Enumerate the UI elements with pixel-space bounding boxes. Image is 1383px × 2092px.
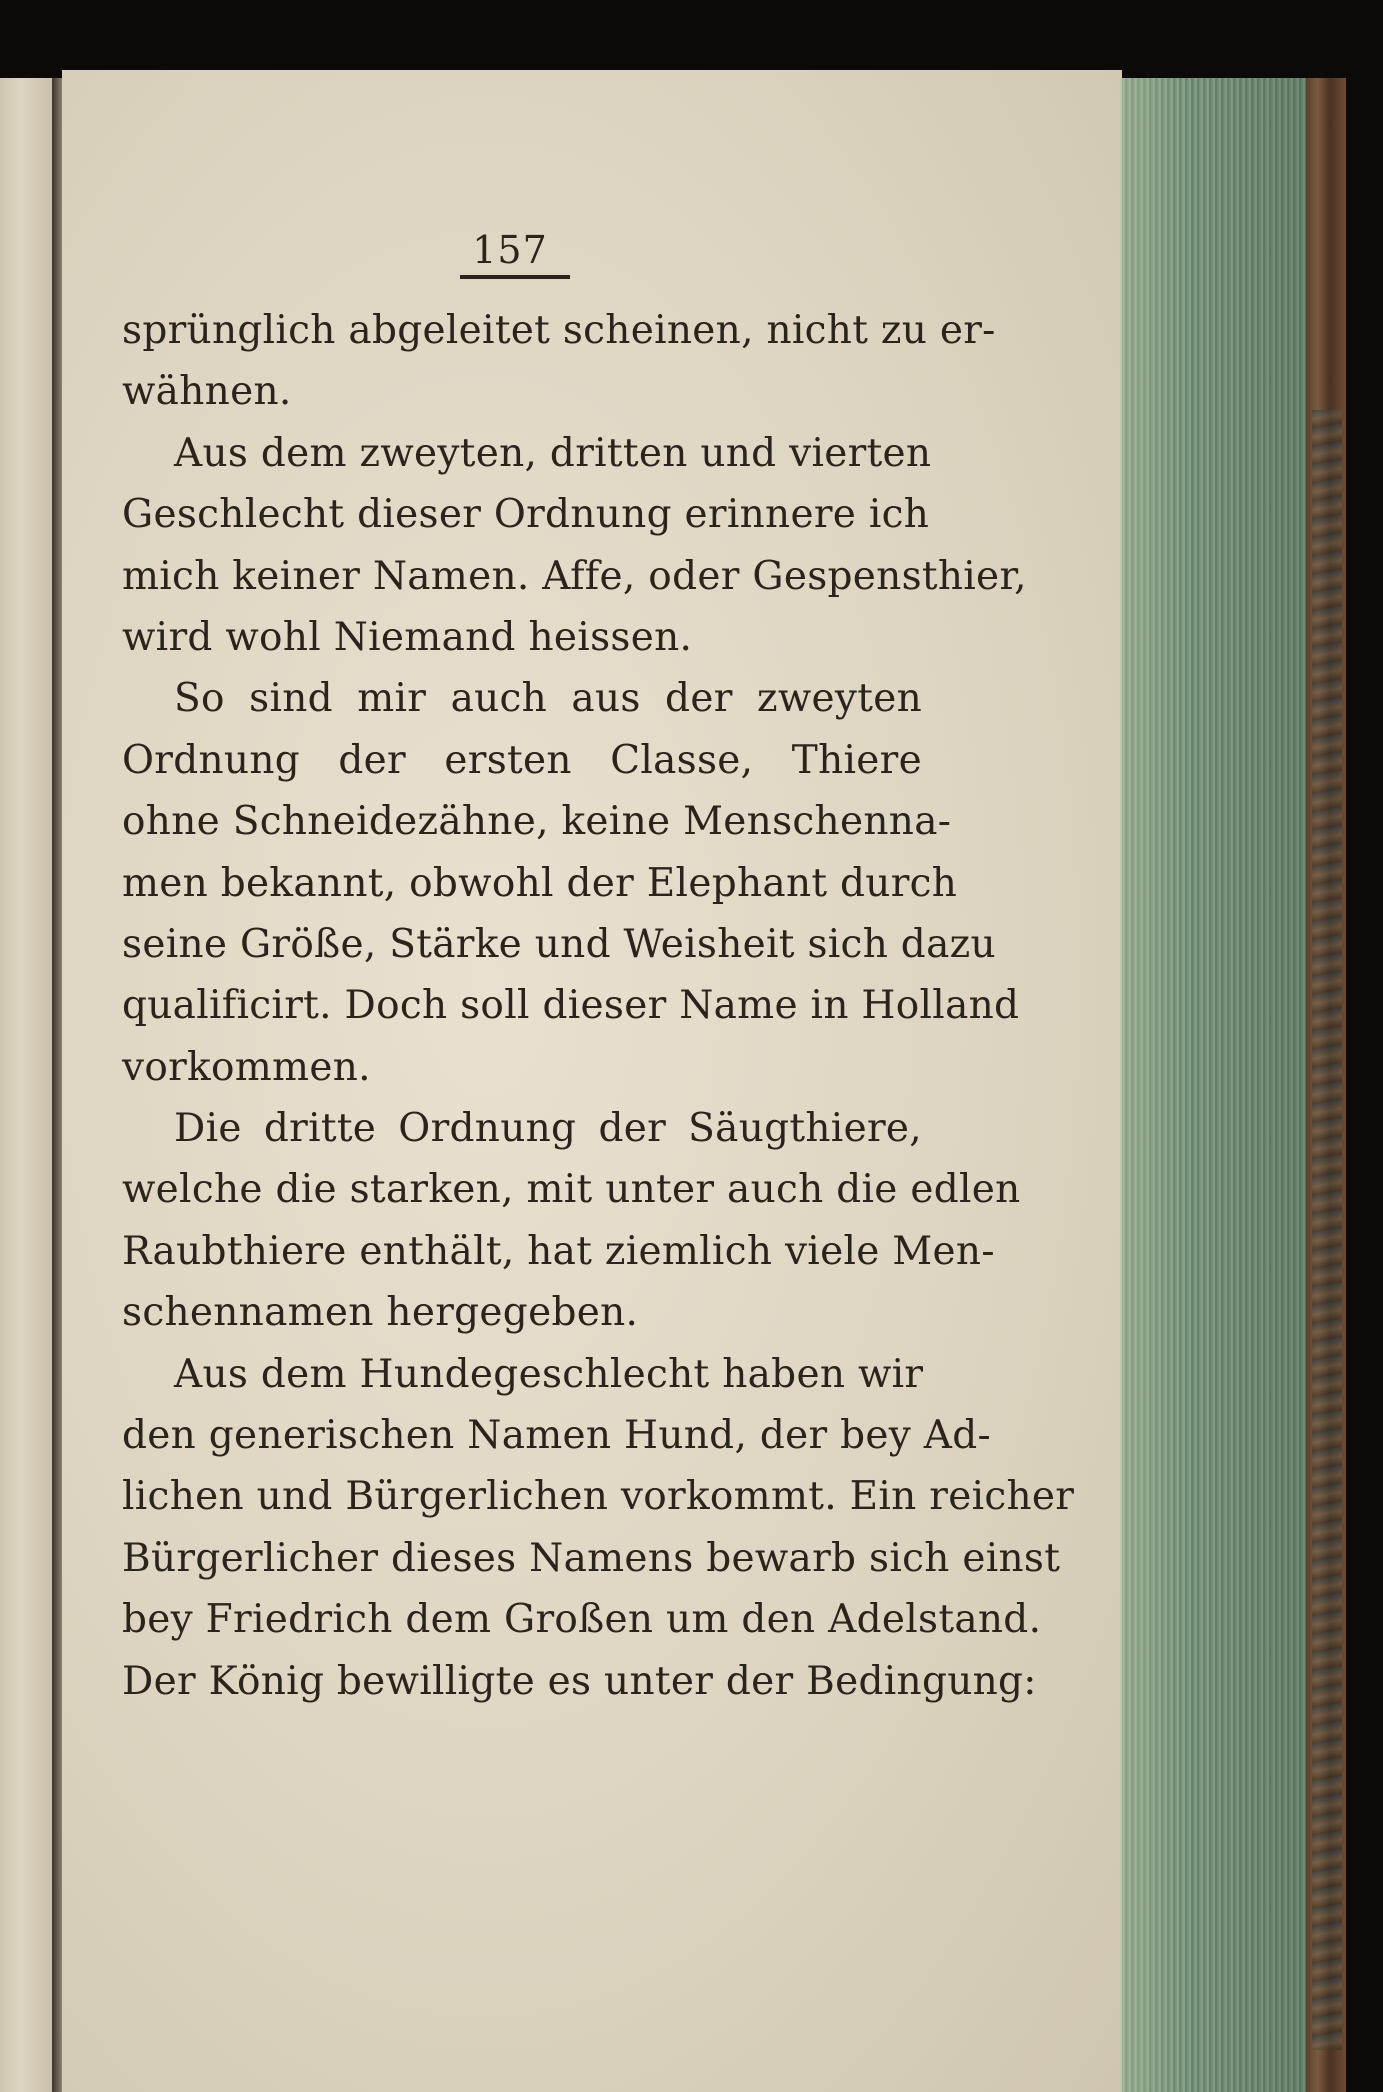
text-line: Geschlecht dieser Ordnung erinnere ich xyxy=(122,492,930,538)
text-line: Aus dem zweyten, dritten und vierten xyxy=(174,430,932,476)
page-number: 157 xyxy=(472,228,548,272)
text-line: welche die starken, mit unter auch die edlen xyxy=(122,1167,1021,1213)
text-line: Bürgerlicher dieses Namens bewarb sich einst xyxy=(122,1535,1061,1581)
text-line: vorkommen. xyxy=(122,1044,371,1090)
text-line: So sind mir auch aus der zweyten xyxy=(174,676,922,722)
text-line: seine Größe, Stärke und Weisheit sich dazu xyxy=(122,921,996,967)
text-line: den generischen Namen Hund, der bey Ad- xyxy=(122,1413,992,1459)
text-line: Raubthiere enthält, hat ziemlich viele Men- xyxy=(122,1228,995,1274)
text-line: men bekannt, obwohl der Elephant durch xyxy=(122,860,958,906)
text-line: schennamen hergegeben. xyxy=(122,1290,639,1336)
text-line: Aus dem Hundegeschlecht haben wir xyxy=(174,1351,924,1397)
page-number-rule xyxy=(460,275,570,279)
page-block-shade xyxy=(1120,78,1310,2092)
text-line: Der König bewilligte es unter der Bedingung: xyxy=(122,1658,1037,1704)
text-line: sprünglich abgeleitet scheinen, nicht zu er- xyxy=(122,308,996,353)
text-line: bey Friedrich dem Großen um den Adelstand. xyxy=(122,1597,1042,1643)
text-line: Die dritte Ordnung der Säugthiere, xyxy=(174,1106,922,1152)
cover-marbling xyxy=(1312,410,1342,2050)
text-line: lichen und Bürgerlichen vorkommt. Ein reicher xyxy=(122,1474,1075,1520)
text-line: Ordnung der ersten Classe, Thiere xyxy=(122,737,922,783)
previous-page-edge xyxy=(0,78,52,2092)
text-line: wähnen. xyxy=(122,369,292,415)
text-line: qualificirt. Doch soll dieser Name in Holland xyxy=(122,983,1020,1029)
body-text xyxy=(122,300,1075,1712)
text-line: ohne Schneidezähne, keine Menschenna- xyxy=(122,799,952,845)
text-line: mich keiner Namen. Affe, oder Gespensthier, xyxy=(122,553,1027,599)
text-line: wird wohl Niemand heissen. xyxy=(122,614,693,660)
